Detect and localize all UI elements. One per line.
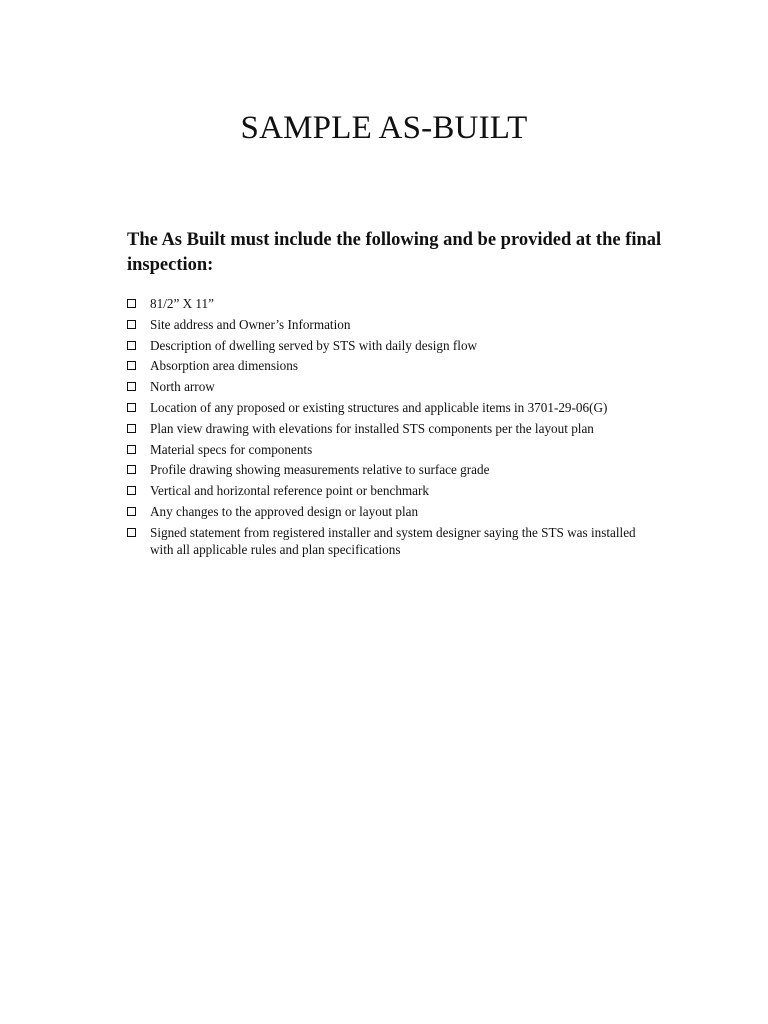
checklist-item-text: Absorption area dimensions: [150, 358, 298, 374]
checklist-item: [127, 295, 647, 312]
checkbox-icon: [127, 382, 136, 391]
checklist-item-text: Vertical and horizontal reference point or benchmark: [150, 483, 430, 499]
checkbox-icon: [127, 403, 136, 412]
checklist-item-text: North arrow: [150, 379, 215, 395]
checklist-item-text: Location of any proposed or existing structures and applicable items in 3701-29-06(G): [150, 399, 608, 415]
checklist-item: [127, 441, 647, 458]
checkbox-icon: [127, 424, 136, 433]
checklist-item-text: Description of dwelling served by STS with daily design flow: [150, 337, 478, 353]
checklist-item: [127, 461, 647, 478]
checklist-item-text: Any changes to the approved design or layout plan: [150, 503, 419, 519]
page-title: SAMPLE AS-BUILT: [240, 110, 528, 146]
requirements-checklist: [127, 295, 647, 562]
checkbox-icon: [127, 320, 136, 329]
checklist-item: [127, 482, 647, 499]
checklist-item: [127, 524, 647, 558]
checkbox-icon: [127, 486, 136, 495]
checkbox-icon: [127, 341, 136, 350]
checklist-item-text: Material specs for components: [150, 441, 313, 457]
checklist-item: [127, 503, 647, 520]
intro-text: The As Built must include the following and be provided at the final inspection:: [127, 230, 662, 275]
checklist-item: [127, 337, 647, 354]
checkbox-icon: [127, 465, 136, 474]
checklist-item: [127, 399, 647, 416]
checkbox-icon: [127, 528, 136, 537]
checklist-item: [127, 378, 647, 395]
checkbox-icon: [127, 445, 136, 454]
checklist-item: [127, 420, 647, 437]
checkbox-icon: [127, 507, 136, 516]
checklist-item-text: Signed statement from registered installer and system designer saying the STS was installed with all applicable rules and plan specifications: [150, 524, 636, 557]
checklist-item-text: Profile drawing showing measurements relative to surface grade: [150, 462, 490, 478]
checklist-item: [127, 357, 647, 374]
checklist-item-text: Plan view drawing with elevations for installed STS components per the layout plan: [150, 420, 594, 436]
checklist-item-text: Site address and Owner’s Information: [150, 316, 351, 332]
checklist-item: [127, 316, 647, 333]
checklist-item-text: 81/2” X 11”: [150, 296, 214, 311]
checkbox-icon: [127, 299, 136, 308]
checkbox-icon: [127, 361, 136, 370]
